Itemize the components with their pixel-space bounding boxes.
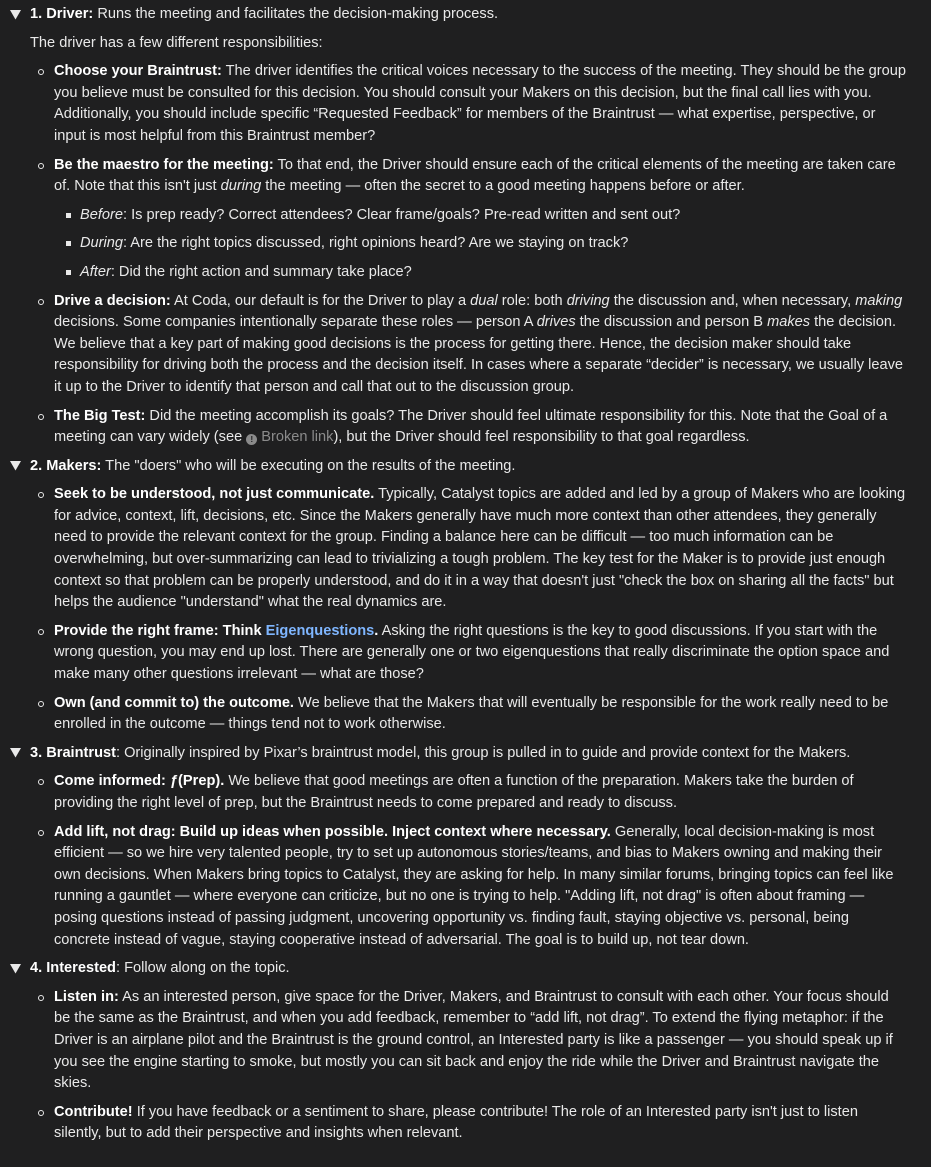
item-text: decisions. Some companies intentionally separate these roles — person A <box>54 314 537 331</box>
sub-item-text: : Are the right topics discussed, right opinions heard? Are we staying on track? <box>123 235 629 252</box>
item-text: ), but the Driver should feel responsibility to that goal regardless. <box>333 429 750 446</box>
broken-link[interactable] <box>246 429 333 445</box>
item-heading: Drive a decision: <box>54 292 171 309</box>
section-description: : Originally inspired by Pixar’s braintrust model, this group is pulled in to guide and provide context for the Makers. <box>115 744 851 761</box>
section-description: The "doers" who will be executing on the results of the meeting. <box>101 457 516 474</box>
item-heading: Be the maestro for the meeting: <box>54 156 274 173</box>
item-heading: Provide the right frame: Think <box>54 622 266 639</box>
bullet-icon <box>38 830 44 836</box>
bullet-icon <box>38 492 44 498</box>
collapse-toggle-driver-icon[interactable] <box>8 4 22 25</box>
sub-bullet-icon <box>66 213 71 218</box>
section-header-braintrust <box>0 743 931 765</box>
bullet-icon <box>38 163 44 169</box>
section-title: 4. Interested <box>30 960 116 977</box>
item-text: the discussion and, when necessary, <box>609 292 856 309</box>
bullet-icon <box>38 299 44 305</box>
item-text: If you have feedback or a sentiment to share, please contribute! The role of an Interested party isn't just to listen silently, but to add their perspective and insights when relevant. <box>54 1103 858 1142</box>
sub-item-text: : Did the right action and summary take place? <box>110 263 412 280</box>
item-heading: . <box>374 622 379 639</box>
bullet-icon <box>38 69 44 75</box>
sub-item-during <box>0 233 931 255</box>
list-item-contribute <box>0 1102 931 1145</box>
sub-item-label: After <box>80 263 111 280</box>
section-header-interested <box>0 958 931 980</box>
item-text: We believe that the Makers that will eventually be responsible for the work really need to be enrolled in the outcome — things tend not to work otherwise. <box>54 694 889 733</box>
list-item-listen-in <box>0 987 931 1095</box>
sub-bullet-icon <box>66 270 71 275</box>
item-heading: The Big Test: <box>54 407 146 424</box>
item-text: To that end, the Driver should ensure each of the critical elements of the meeting are taken care of. Note that this isn't just <box>54 156 896 195</box>
sub-bullet-icon <box>66 241 71 246</box>
collapse-toggle-makers-icon[interactable] <box>8 456 22 477</box>
list-item-be-the-maestro <box>0 155 931 198</box>
bullet-icon <box>38 629 44 635</box>
list-item-drive-a-decision <box>0 291 931 399</box>
item-text: Typically, Catalyst topics are added and led by a group of Makers who are looking for advice, context, lift, decisions, etc. Since the Makers generally have much more context than other attendees, they generally need to provide the relevant context for the group. Finding a balance here can be difficult — too much information can be overwhelming, but over-summarizing can lead to trivializing a tough problem. The key test for the Maker is to provide just enough context so that problem can be properly understood, and do it in a way that doesn't just "check the box on sharing all the facts" but helps the audience "understand" what the real dynamics are. <box>54 486 906 611</box>
item-text: We believe that good meetings are often a function of the preparation. Makers take the burden of providing the right level of prep, but the Braintrust needs to come prepared and ready to discuss. <box>54 773 854 811</box>
italic-text: drives <box>536 314 576 331</box>
italic-text: makes <box>767 314 811 331</box>
item-heading: Come informed: ƒ(Prep). <box>54 773 225 790</box>
item-heading: Choose your Braintrust: <box>54 63 222 80</box>
italic-text: during <box>220 178 262 195</box>
bullet-icon <box>38 701 44 707</box>
italic-text: dual <box>470 292 498 309</box>
section-header-driver <box>0 4 931 26</box>
sub-item-text: : Is prep ready? Correct attendees? Clear frame/goals? Pre-read written and sent out? <box>123 206 681 223</box>
item-text: the decision. We believe that a key part of making good decisions is the process for getting there. Hence, the decision maker should take responsibility for driving both the process and the decision itself. In cases where a separate “decider” is necessary, we usually leave it up to the Driver to identify that person and call that out to the discussion group. <box>54 314 904 395</box>
intro-paragraph: The driver has a few different responsibilities: <box>30 34 323 51</box>
section-braintrust <box>0 743 931 951</box>
item-text: As an interested person, give space for the Driver, Makers, and Braintrust to consult with each other. Your focus should be the same as the Braintrust, and when you add feedback, remember to “add lift, not drag”. To extend the flying metaphor: if the Driver is an airplane pilot and the Braintrust is the ground control, an Interested party is like a passenger — you should speak up if you see the engine starting to smoke, but mostly you can sit back and enjoy the ride while the Driver and Braintrust navigate the skies. <box>54 988 893 1092</box>
section-makers <box>0 456 931 736</box>
item-text: role: both <box>497 292 567 309</box>
broken-link-label: Broken link <box>261 429 334 446</box>
item-text: Did the meeting accomplish its goals? The Driver should feel ultimate responsibility for this. Note that the Goal of a meeting can vary widely (see <box>54 407 888 446</box>
list-item-the-big-test <box>0 406 931 449</box>
sub-item-label: During <box>80 235 123 252</box>
bullet-icon <box>38 1110 44 1116</box>
item-text: the meeting — often the secret to a good meeting happens before or after. <box>261 178 745 195</box>
item-text: At Coda, our default is for the Driver to play a <box>170 292 471 309</box>
item-heading: Listen in: <box>54 988 119 1005</box>
section-header-makers <box>0 456 931 478</box>
list-item-seek-to-be-understood <box>0 484 931 614</box>
sub-item-after <box>0 262 931 284</box>
sub-item-label: Before <box>80 206 123 223</box>
section-description: Runs the meeting and facilitates the decision-making process. <box>93 6 499 22</box>
item-heading: Add lift, not drag: Build up ideas when possible. Inject context where necessary. <box>54 823 611 840</box>
bullet-icon <box>38 414 44 420</box>
item-text: The driver identifies the critical voices necessary to the success of the meeting. They should be the group you believe must be consulted for this decision. You should consult your Makers on this decision, but the final call lies with you. Additionally, you should include specific “Requested Feedback” for members of the Braintrust — what expertise, perspective, or input is most helpful from this Braintrust member? <box>54 63 906 144</box>
section-title: 3. Braintrust <box>30 744 116 761</box>
list-item-provide-the-right-frame <box>0 621 931 686</box>
item-text: Generally, local decision-making is most efficient — so we hire very talented people, try to set up autonomous stories/teams, and bias to Makers owning and making their own decisions. When Makers bring topics to Catalyst, they are asking for help. In many similar forums, bringing topics can feel like running a gauntlet — where everyone can criticize, but no one is trying to help. "Adding lift, not drag" is often about framing — posing questions instead of passing judgment, uncovering opportunity vs. finding fault, staying objective vs. personal, being concrete instead of vague, staying cooperative instead of adversarial. The goal is to build up, not tear down. <box>54 823 894 948</box>
italic-text: driving <box>566 292 610 309</box>
section-title: 2. Makers: <box>30 457 102 474</box>
collapse-toggle-interested-icon[interactable] <box>8 958 22 979</box>
item-heading: Seek to be understood, not just communicate. <box>54 486 375 503</box>
item-heading: Contribute! <box>54 1103 133 1120</box>
sub-item-before <box>0 205 931 227</box>
eigenquestions-link[interactable]: Eigenquestions <box>265 622 375 639</box>
list-item-own-the-outcome <box>0 693 931 736</box>
section-driver <box>0 4 931 449</box>
collapse-toggle-braintrust-icon[interactable] <box>8 743 22 764</box>
list-item-come-informed <box>0 771 931 814</box>
section-interested <box>0 958 931 1145</box>
italic-text: making <box>855 292 903 309</box>
bullet-icon <box>38 995 44 1001</box>
item-heading: Own (and commit to) the outcome. <box>54 694 294 711</box>
section-description: : Follow along on the topic. <box>115 960 290 977</box>
item-text: the discussion and person B <box>575 314 768 331</box>
list-item-add-lift-not-drag <box>0 822 931 952</box>
info-circle-icon: ! <box>246 434 257 445</box>
list-item-choose-braintrust <box>0 61 931 147</box>
item-text: Asking the right questions is the key to good discussions. If you start with the wrong question, you may end up lost. There are generally one or two eigenquestions that really discriminate the option space and make many other questions irrelevant — what are those? <box>54 622 890 683</box>
section-title: 1. Driver: <box>30 6 94 22</box>
bullet-icon <box>38 779 44 785</box>
